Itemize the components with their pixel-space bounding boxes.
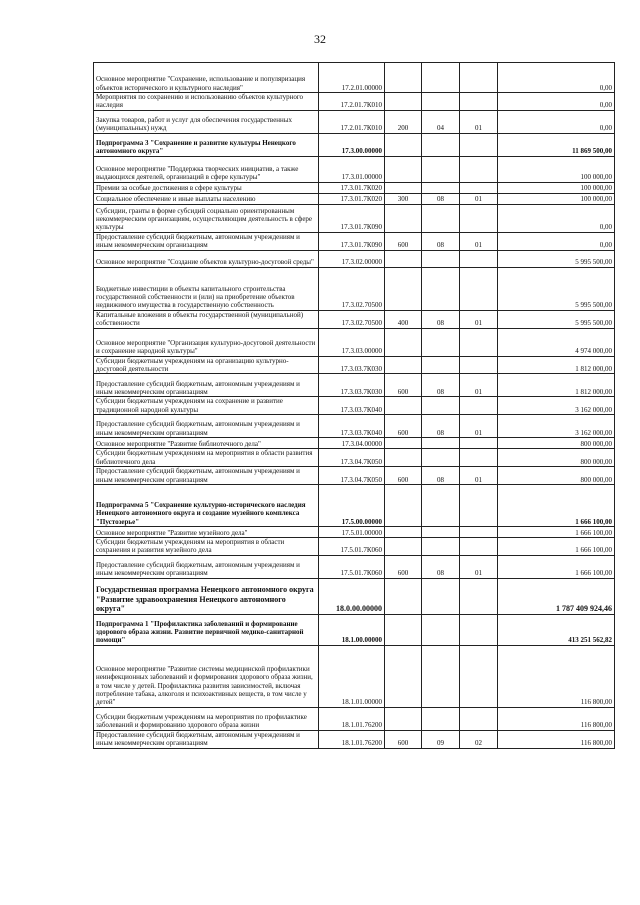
row-code: 18.1.01.76200	[319, 730, 385, 748]
row-amount: 800 000,00	[498, 449, 615, 467]
table-row	[94, 555, 615, 578]
table-row	[94, 232, 615, 250]
table-row	[94, 449, 615, 467]
row-expense-type	[385, 578, 422, 614]
row-expense-type	[385, 133, 422, 156]
row-code: 17.3.04.00000	[319, 438, 385, 449]
table-row	[94, 267, 615, 310]
row-name: Мероприятия по сохранению и использованию объектов культурного наследия	[94, 93, 319, 111]
row-code: 17.3.03.7К030	[319, 374, 385, 397]
row-code: 17.3.04.7К050	[319, 449, 385, 467]
row-name: Бюджетные инвестиции в объекты капитального строительства государственной собственности и (или) на приобретение объектов недвижимого имущества в государственную собственность	[94, 267, 319, 310]
row-code: 18.1.01.00000	[319, 645, 385, 707]
row-expense-type	[385, 328, 422, 356]
row-subsection	[460, 707, 498, 730]
row-code: 17.3.01.7К090	[319, 232, 385, 250]
page-number: 32	[314, 32, 326, 46]
row-section	[422, 182, 460, 193]
row-section: 08	[422, 415, 460, 438]
row-code: 18.1.00.00000	[319, 614, 385, 645]
row-subsection	[460, 328, 498, 356]
table-row	[94, 310, 615, 328]
row-amount: 800 000,00	[498, 438, 615, 449]
row-subsection	[460, 356, 498, 374]
row-name: Предоставление субсидий бюджетным, автономным учреждениям и иным некоммерческим организациям	[94, 232, 319, 250]
row-name: Подпрограмма 1 "Профилактика заболеваний и формирование здорового образа жизни. Развитие первичной медико-санитарной помощи"	[94, 614, 319, 645]
row-code: 17.3.03.7К030	[319, 356, 385, 374]
row-section	[422, 484, 460, 526]
row-expense-type: 600	[385, 730, 422, 748]
row-section: 08	[422, 193, 460, 204]
row-expense-type	[385, 93, 422, 111]
row-subsection	[460, 449, 498, 467]
row-name: Капитальные вложения в объекты государственной (муниципальной) собственности	[94, 310, 319, 328]
row-name: Основное мероприятие "Сохранение, использование и популяризация объектов исторического и культурного наследия"	[94, 63, 319, 93]
row-name: Основное мероприятие "Создание объектов культурно-досуговой среды"	[94, 250, 319, 267]
row-amount: 100 000,00	[498, 182, 615, 193]
row-name: Основное мероприятие "Организация культурно-досуговой деятельности и сохранение народной культуры"	[94, 328, 319, 356]
row-expense-type	[385, 438, 422, 449]
row-section: 08	[422, 466, 460, 484]
row-subsection	[460, 204, 498, 232]
table-row	[94, 63, 615, 93]
row-amount: 3 162 000,00	[498, 397, 615, 415]
row-expense-type: 300	[385, 193, 422, 204]
row-subsection	[460, 526, 498, 537]
row-amount: 0,00	[498, 204, 615, 232]
row-section: 04	[422, 110, 460, 133]
table-row	[94, 250, 615, 267]
row-subsection: 02	[460, 730, 498, 748]
table-row	[94, 707, 615, 730]
row-section: 08	[422, 374, 460, 397]
row-amount: 0,00	[498, 93, 615, 111]
row-subsection	[460, 182, 498, 193]
budget-table-body	[94, 63, 615, 749]
row-code: 17.2.01.00000	[319, 63, 385, 93]
row-section	[422, 397, 460, 415]
row-amount: 1 812 000,00	[498, 356, 615, 374]
row-amount: 1 812 000,00	[498, 374, 615, 397]
row-code: 17.3.02.00000	[319, 250, 385, 267]
table-row	[94, 578, 615, 614]
row-name: Подпрограмма 5 "Сохранение культурно-исторического наследия Ненецкого автономного округа и создание музейного комплекса "Пустозерье"	[94, 484, 319, 526]
row-amount: 0,00	[498, 63, 615, 93]
row-expense-type	[385, 645, 422, 707]
row-amount: 5 995 500,00	[498, 267, 615, 310]
row-name: Подпрограмма 3 "Сохранение и развитие культуры Ненецкого автономного округа"	[94, 133, 319, 156]
table-row	[94, 328, 615, 356]
budget-table	[93, 62, 615, 749]
row-expense-type	[385, 63, 422, 93]
row-subsection	[460, 63, 498, 93]
row-expense-type	[385, 250, 422, 267]
row-subsection: 01	[460, 374, 498, 397]
row-amount: 0,00	[498, 232, 615, 250]
row-section	[422, 526, 460, 537]
row-amount: 5 995 500,00	[498, 310, 615, 328]
row-section	[422, 449, 460, 467]
row-subsection	[460, 484, 498, 526]
row-code: 17.3.03.7К040	[319, 415, 385, 438]
row-expense-type	[385, 397, 422, 415]
row-subsection	[460, 614, 498, 645]
row-section: 08	[422, 310, 460, 328]
row-section	[422, 250, 460, 267]
row-expense-type	[385, 484, 422, 526]
row-amount: 100 000,00	[498, 193, 615, 204]
row-code: 17.5.01.00000	[319, 526, 385, 537]
row-code: 17.5.01.7К060	[319, 537, 385, 555]
row-name: Субсидии бюджетным учреждениям на мероприятия в области сохранения и развития музейного дела	[94, 537, 319, 555]
row-expense-type	[385, 182, 422, 193]
row-name: Основное мероприятие "Развитие библиотечного дела"	[94, 438, 319, 449]
row-amount: 413 251 562,82	[498, 614, 615, 645]
row-amount: 1 666 100,00	[498, 537, 615, 555]
row-section: 09	[422, 730, 460, 748]
row-code: 17.3.02.70500	[319, 310, 385, 328]
row-subsection	[460, 438, 498, 449]
row-subsection: 01	[460, 193, 498, 204]
table-row	[94, 526, 615, 537]
row-name: Основное мероприятие "Развитие музейного дела"	[94, 526, 319, 537]
row-code: 17.3.01.00000	[319, 156, 385, 182]
row-code: 17.3.04.7К050	[319, 466, 385, 484]
row-expense-type	[385, 267, 422, 310]
table-row	[94, 182, 615, 193]
row-section	[422, 614, 460, 645]
row-code: 17.3.01.7К020	[319, 193, 385, 204]
table-row	[94, 614, 615, 645]
table-row	[94, 156, 615, 182]
row-amount: 5 995 500,00	[498, 250, 615, 267]
row-name: Субсидии бюджетным учреждениям на мероприятия по профилактике заболеваний и формированию здорового образа жизни	[94, 707, 319, 730]
table-row	[94, 438, 615, 449]
row-amount: 116 800,00	[498, 645, 615, 707]
row-code: 17.3.01.7К090	[319, 204, 385, 232]
row-expense-type: 600	[385, 232, 422, 250]
row-amount: 116 800,00	[498, 707, 615, 730]
row-section	[422, 438, 460, 449]
row-amount: 800 000,00	[498, 466, 615, 484]
row-name: Субсидии бюджетным учреждениям на сохранение и развитие традиционной народной культуры	[94, 397, 319, 415]
row-code: 17.3.03.7К040	[319, 397, 385, 415]
row-subsection: 01	[460, 466, 498, 484]
row-subsection	[460, 578, 498, 614]
row-name: Социальное обеспечение и иные выплаты населению	[94, 193, 319, 204]
row-subsection: 01	[460, 232, 498, 250]
row-code: 17.2.01.7К010	[319, 110, 385, 133]
row-name: Субсидии, гранты в форме субсидий социально ориентированным некоммерческим организациям, осуществляющим деятельность в сфере культуры	[94, 204, 319, 232]
row-section	[422, 578, 460, 614]
row-code: 17.5.01.7К060	[319, 555, 385, 578]
row-expense-type	[385, 707, 422, 730]
row-section	[422, 156, 460, 182]
row-subsection: 01	[460, 310, 498, 328]
row-amount: 1 666 100,00	[498, 555, 615, 578]
row-expense-type	[385, 156, 422, 182]
row-code: 17.3.03.00000	[319, 328, 385, 356]
row-section	[422, 267, 460, 310]
row-name: Основное мероприятие "Развитие системы медицинской профилактики неинфекционных заболеваний и формирования здорового образа жизни, в том числе у детей. Профилактика развития зависимостей, включая потребление табака, алкоголя и психоактивных веществ, в том числе у детей"	[94, 645, 319, 707]
row-code: 17.5.00.00000	[319, 484, 385, 526]
row-expense-type: 600	[385, 374, 422, 397]
row-subsection	[460, 267, 498, 310]
row-expense-type	[385, 537, 422, 555]
row-code: 17.3.02.70500	[319, 267, 385, 310]
row-name: Предоставление субсидий бюджетным, автономным учреждениям и иным некоммерческим организациям	[94, 730, 319, 748]
table-row	[94, 93, 615, 111]
table-row	[94, 537, 615, 555]
row-amount: 4 974 000,00	[498, 328, 615, 356]
row-section	[422, 537, 460, 555]
row-section	[422, 645, 460, 707]
row-amount: 3 162 000,00	[498, 415, 615, 438]
row-code: 18.1.01.76200	[319, 707, 385, 730]
row-section	[422, 204, 460, 232]
row-amount: 100 000,00	[498, 156, 615, 182]
row-section	[422, 328, 460, 356]
row-name: Предоставление субсидий бюджетным, автономным учреждениям и иным некоммерческим организациям	[94, 466, 319, 484]
row-section	[422, 356, 460, 374]
row-subsection: 01	[460, 415, 498, 438]
row-expense-type: 400	[385, 310, 422, 328]
row-subsection	[460, 250, 498, 267]
table-row	[94, 466, 615, 484]
row-name: Государственная программа Ненецкого автономного округа "Развитие здравоохранения Ненецкого автономного округа"	[94, 578, 319, 614]
row-name: Премии за особые достижения в сфере культуры	[94, 182, 319, 193]
row-section	[422, 133, 460, 156]
row-expense-type	[385, 204, 422, 232]
table-row	[94, 133, 615, 156]
row-subsection	[460, 397, 498, 415]
row-amount: 1 666 100,00	[498, 526, 615, 537]
row-expense-type: 600	[385, 415, 422, 438]
row-name: Субсидии бюджетным учреждениям на организацию культурно-досуговой деятельности	[94, 356, 319, 374]
row-name: Предоставление субсидий бюджетным, автономным учреждениям и иным некоммерческим организациям	[94, 415, 319, 438]
row-code: 17.2.01.7К010	[319, 93, 385, 111]
row-subsection: 01	[460, 110, 498, 133]
table-row	[94, 356, 615, 374]
row-section: 08	[422, 555, 460, 578]
row-expense-type	[385, 614, 422, 645]
row-section	[422, 63, 460, 93]
row-subsection	[460, 645, 498, 707]
row-expense-type	[385, 526, 422, 537]
row-subsection	[460, 93, 498, 111]
row-expense-type	[385, 449, 422, 467]
table-row	[94, 730, 615, 748]
row-amount: 11 869 500,00	[498, 133, 615, 156]
row-section	[422, 93, 460, 111]
row-code: 18.0.00.00000	[319, 578, 385, 614]
row-expense-type: 200	[385, 110, 422, 133]
row-amount: 116 800,00	[498, 730, 615, 748]
row-name: Предоставление субсидий бюджетным, автономным учреждениям и иным некоммерческим организациям	[94, 555, 319, 578]
row-subsection: 01	[460, 555, 498, 578]
row-expense-type: 600	[385, 555, 422, 578]
row-name: Субсидии бюджетным учреждениям на мероприятия в области развития библиотечного дела	[94, 449, 319, 467]
row-name: Закупка товаров, работ и услуг для обеспечения государственных (муниципальных) нужд	[94, 110, 319, 133]
row-amount: 0,00	[498, 110, 615, 133]
row-code: 17.3.01.7К020	[319, 182, 385, 193]
row-section: 08	[422, 232, 460, 250]
row-amount: 1 787 409 924,46	[498, 578, 615, 614]
row-subsection	[460, 156, 498, 182]
table-row	[94, 193, 615, 204]
row-subsection	[460, 537, 498, 555]
row-amount: 1 666 100,00	[498, 484, 615, 526]
row-name: Предоставление субсидий бюджетным, автономным учреждениям и иным некоммерческим организациям	[94, 374, 319, 397]
row-subsection	[460, 133, 498, 156]
table-row	[94, 204, 615, 232]
row-section	[422, 707, 460, 730]
table-row	[94, 415, 615, 438]
row-expense-type: 600	[385, 466, 422, 484]
table-row	[94, 397, 615, 415]
row-name: Основное мероприятие "Поддержка творческих инициатив, а также выдающихся деятелей, организаций в сфере культуры"	[94, 156, 319, 182]
table-row	[94, 484, 615, 526]
table-row	[94, 645, 615, 707]
row-code: 17.3.00.00000	[319, 133, 385, 156]
row-expense-type	[385, 356, 422, 374]
table-row	[94, 374, 615, 397]
table-row	[94, 110, 615, 133]
